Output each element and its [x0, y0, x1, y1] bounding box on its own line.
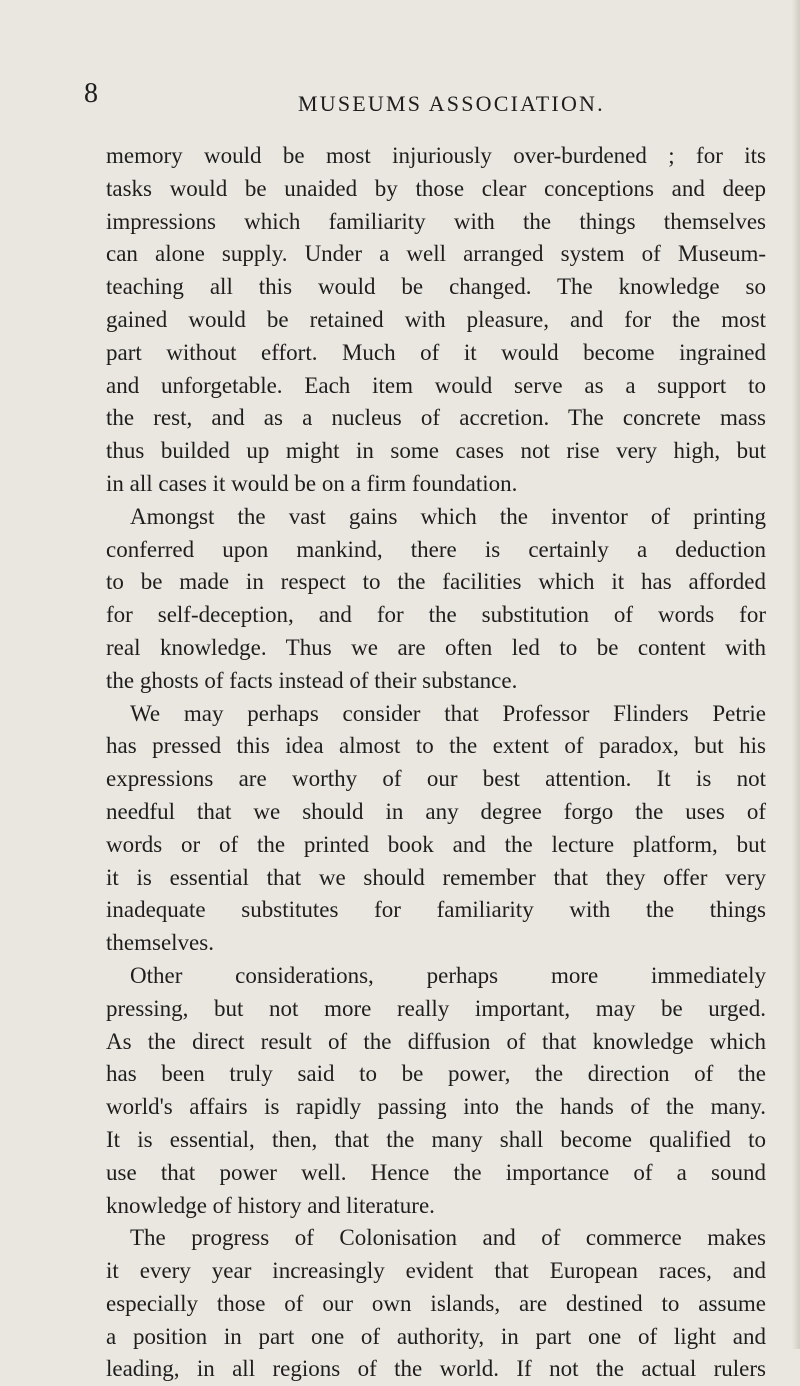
text-line: in all cases it would be on a firm foundation. [106, 470, 518, 496]
text-line: pressing, but not more really important, may be urged. [106, 995, 766, 1021]
text-line: memory would be most injuriously over-burdened ; for its [106, 143, 766, 168]
text-line: can alone supply. Under a well arranged system of Museum- [106, 241, 766, 267]
text-line: Amongst the vast gains which the inventor of printing [130, 503, 766, 529]
text-line: thus builded up might in some cases not rise very high, but [106, 438, 766, 464]
text-line: needful that we should in any degree forgo the uses of [106, 798, 766, 824]
text-line: It is essential, then, that the many shall become qualified to [106, 1126, 766, 1152]
page-number: 8 [84, 78, 98, 109]
text-line: tasks would be unaided by those clear conceptions and deep [106, 175, 766, 201]
text-line: expressions are worthy of our best attention. It is not [106, 766, 766, 792]
text-line: Other considerations, perhaps more immediately [130, 962, 766, 988]
text-line: has pressed this idea almost to the extent of paradox, but his [106, 733, 766, 759]
text-line: especially those of our own islands, are destined to assume [106, 1290, 766, 1316]
text-line: world's affairs is rapidly passing into the hands of the many. [106, 1094, 766, 1120]
running-title: MUSEUMS ASSOCIATION. [298, 91, 605, 116]
text-line: conferred upon mankind, there is certainly a deduction [106, 536, 766, 562]
page-edge [792, 0, 800, 1349]
text-line: to be made in respect to the facilities which it has afforded [106, 569, 766, 595]
text-line: for self-deception, and for the substitution of words for [106, 602, 766, 628]
text-line: impressions which familiarity with the things themselves [106, 208, 766, 234]
text-line: gained would be retained with pleasure, and for the most [106, 306, 766, 332]
text-line: real knowledge. Thus we are often led to be content with [106, 634, 766, 660]
text-line: the ghosts of facts instead of their substance. [106, 667, 518, 693]
running-head [84, 80, 724, 120]
text-line: a position in part one of authority, in part one of light and [106, 1323, 766, 1349]
text-line: and unforgetable. Each item would serve as a support to [106, 372, 766, 398]
text-line: part without effort. Much of it would become ingrained [106, 339, 766, 365]
text-line: leading, in all regions of the world. If not the actual rulers [106, 1356, 766, 1382]
text-line: it every year increasingly evident that European races, and [106, 1258, 766, 1284]
text-line: inadequate substitutes for familiarity with the things [106, 897, 766, 923]
body-text [106, 140, 766, 1386]
text-line: themselves. [106, 930, 214, 956]
text-line: The progress of Colonisation and of commerce makes [130, 1225, 766, 1251]
text-line: As the direct result of the diffusion of that knowledge which [106, 1028, 766, 1054]
text-line: the rest, and as a nucleus of accretion. The concrete mass [106, 405, 766, 431]
text-line: has been truly said to be power, the direction of the [106, 1061, 766, 1087]
text-line: knowledge of history and literature. [106, 1192, 435, 1218]
text-line: use that power well. Hence the importance of a sound [106, 1159, 766, 1185]
text-line: words or of the printed book and the lecture platform, but [106, 831, 766, 857]
text-line: We may perhaps consider that Professor Flinders Petrie [130, 700, 766, 726]
text-line: teaching all this would be changed. The knowledge so [106, 274, 766, 300]
text-line: it is essential that we should remember that they offer very [106, 864, 766, 890]
